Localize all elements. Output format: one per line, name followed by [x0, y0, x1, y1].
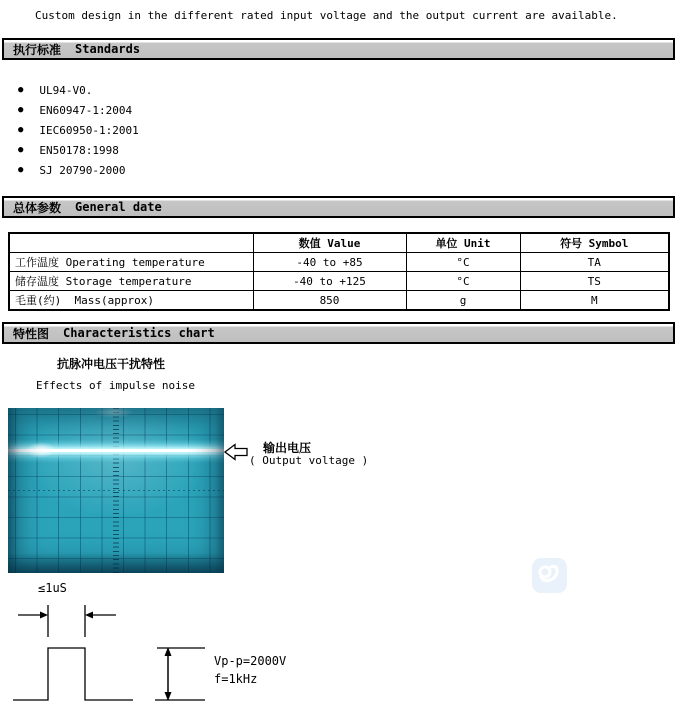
- frequency-label: f=1kHz: [214, 672, 258, 686]
- pulse-width-label: ≤1uS: [38, 581, 67, 595]
- section-title-general-en: General date: [75, 200, 162, 214]
- intro-text: Custom design in the different rated input voltage and the output current are available.: [35, 9, 618, 22]
- header-cell-symbol: 符号 Symbol: [520, 233, 669, 253]
- cell-symbol: M: [520, 291, 669, 311]
- header-cell-unit: 单位 Unit: [406, 233, 520, 253]
- cell-value: 850: [253, 291, 406, 311]
- bullet-icon: ●: [18, 125, 24, 135]
- left-arrow-icon: [224, 442, 248, 462]
- section-title-standards-zh: 执行标准: [13, 42, 62, 57]
- table-header-row: [9, 233, 669, 253]
- bullet-icon: ●: [18, 85, 24, 95]
- table-row: [9, 291, 669, 311]
- header-cell-value: 数值 Value: [253, 233, 406, 253]
- oscilloscope-screenshot: [8, 408, 224, 573]
- section-header-general-data: [2, 196, 675, 218]
- cell-unit: °C: [406, 272, 520, 291]
- output-voltage-label-en: ( Output voltage ): [249, 454, 369, 467]
- standard-label: SJ 20790-2000: [39, 164, 126, 177]
- standard-label: UL94-V0.: [39, 84, 93, 97]
- cell-parameter: 工作温度 Operating temperature: [9, 253, 253, 272]
- cell-parameter: 储存温度 Storage temperature: [9, 272, 253, 291]
- watermark-logo-icon: [532, 558, 567, 593]
- section-title-general-zh: 总体参数: [13, 200, 62, 215]
- standard-label: EN50178:1998: [39, 144, 119, 157]
- section-title-standards-en: Standards: [75, 42, 141, 56]
- cell-unit: °C: [406, 253, 520, 272]
- table-row: [9, 272, 669, 291]
- list-item-standard: [18, 104, 132, 117]
- section-header-characteristics: [2, 322, 675, 344]
- bullet-icon: ●: [18, 105, 24, 115]
- standard-label: EN60947-1:2004: [39, 104, 133, 117]
- bullet-icon: ●: [18, 165, 24, 175]
- section-title-characteristics-en: Characteristics chart: [63, 326, 215, 340]
- cell-value: -40 to +85: [253, 253, 406, 272]
- chart-title-en: Effects of impulse noise: [36, 379, 195, 392]
- vpp-label: Vp-p=2000V: [214, 654, 287, 668]
- table-row: [9, 253, 669, 272]
- section-header-standards: [2, 38, 675, 60]
- cell-symbol: TS: [520, 272, 669, 291]
- section-title-characteristics-zh: 特性图: [13, 326, 50, 341]
- list-item-standard: [18, 164, 126, 177]
- chart-title-zh: 抗脉冲电压干扰特性: [57, 357, 166, 371]
- impulse-waveform-diagram: [12, 600, 222, 712]
- list-item-standard: [18, 144, 119, 157]
- output-voltage-label-zh: 输出电压: [263, 441, 312, 455]
- standard-label: IEC60950-1:2001: [39, 124, 139, 137]
- list-item-standard: [18, 84, 92, 97]
- cell-unit: g: [406, 291, 520, 311]
- bullet-icon: ●: [18, 145, 24, 155]
- header-cell-parameter: [9, 233, 253, 253]
- cell-symbol: TA: [520, 253, 669, 272]
- list-item-standard: [18, 124, 139, 137]
- cell-value: -40 to +125: [253, 272, 406, 291]
- cell-parameter: 毛重(约) Mass(approx): [9, 291, 253, 311]
- scope-vignette: [8, 408, 224, 573]
- general-data-table: [8, 232, 670, 311]
